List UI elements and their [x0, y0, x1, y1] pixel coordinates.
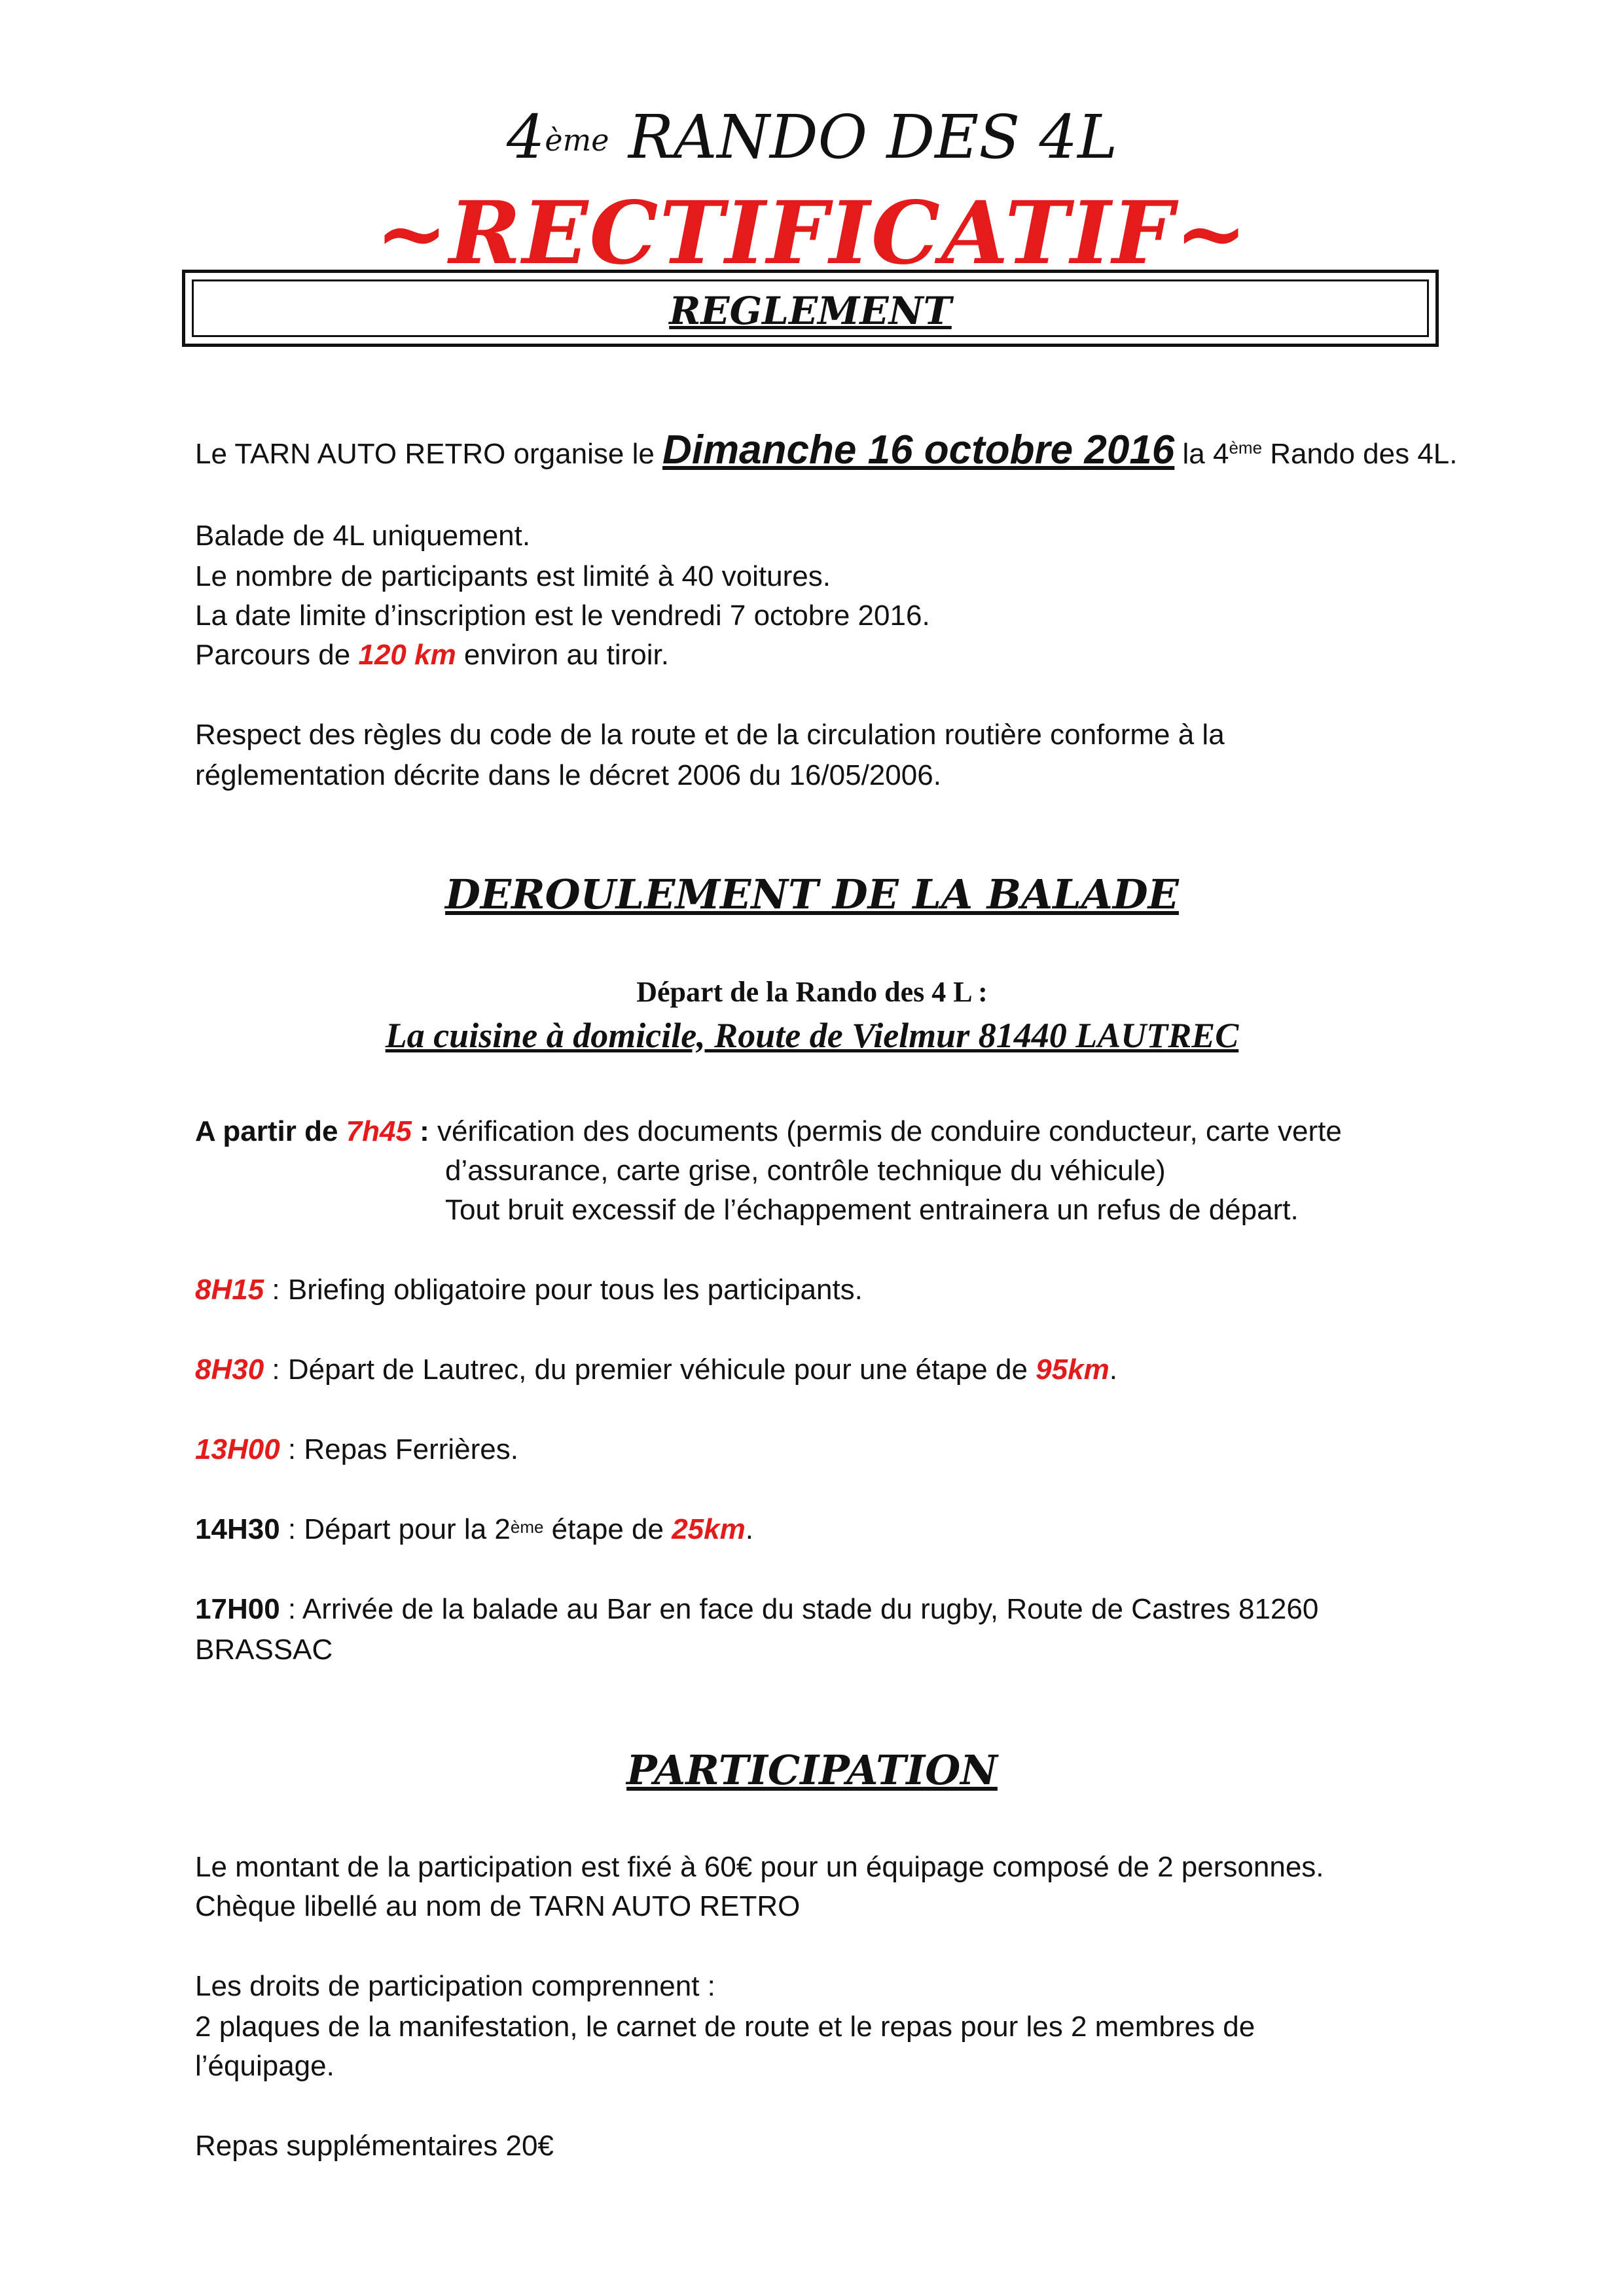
schedule-text: : Repas Ferrières.	[280, 1433, 519, 1465]
reglement-box	[182, 270, 1439, 347]
rules-line-2: réglementation décrite dans le décret 2006 du 16/05/2006.	[195, 759, 941, 791]
participation-heading: PARTICIPATION	[626, 1746, 998, 1794]
intro-text-1: Le TARN AUTO RETRO organise le	[195, 438, 663, 470]
schedule-colon: :	[411, 1115, 429, 1147]
schedule-distance: 95km	[1036, 1354, 1110, 1386]
schedule-time: 14H30	[195, 1513, 280, 1545]
schedule-item-4	[195, 1429, 518, 1470]
schedule-item-1	[195, 1111, 1342, 1152]
depart-label: Départ de la Rando des 4 L :	[636, 976, 988, 1008]
title-text: RANDO DES 4L	[628, 102, 1118, 172]
schedule-item-5	[195, 1509, 753, 1550]
distance-total: 120 km	[358, 639, 456, 671]
schedule-prefix: A partir de	[195, 1115, 346, 1147]
intro-line	[195, 424, 1458, 480]
schedule-item-6	[195, 1589, 1318, 1630]
rules-line-1: Respect des règles du code de la route et de la circulation routière conforme à la	[195, 719, 1225, 751]
deroulement-heading: DEROULEMENT DE LA BALADE	[445, 870, 1179, 918]
schedule-time: 8H30	[195, 1354, 264, 1386]
title-ordinal-sup: ème	[545, 122, 609, 158]
schedule-sup: ème	[510, 1517, 544, 1537]
schedule-item-1-line-2: d’assurance, carte grise, contrôle technique du véhicule)	[445, 1155, 1166, 1187]
schedule-end: .	[745, 1513, 753, 1545]
detail-line-1: Balade de 4L uniquement.	[195, 520, 531, 552]
participation-line-3: Les droits de participation comprennent :	[195, 1970, 715, 2002]
participation-line-2: Chèque libellé au nom de TARN AUTO RETRO	[195, 1890, 801, 1922]
schedule-time: 7h45	[346, 1115, 412, 1147]
schedule-time: 17H00	[195, 1593, 280, 1625]
event-date: Dimanche 16 octobre 2016	[662, 427, 1175, 473]
schedule-end: .	[1109, 1354, 1117, 1386]
schedule-text: : Arrivée de la balade au Bar en face du stade du rugby, Route de Castres 81260	[280, 1593, 1319, 1625]
schedule-text-2: étape de	[543, 1513, 672, 1545]
participation-line-4: 2 plaques de la manifestation, le carnet de route et le repas pour les 2 membres de	[195, 2011, 1255, 2043]
page-title	[0, 98, 1624, 177]
schedule-text: : Briefing obligatoire pour tous les participants.	[264, 1274, 863, 1306]
schedule-time: 8H15	[195, 1274, 264, 1306]
schedule-item-6-line-2: BRASSAC	[195, 1634, 333, 1666]
detail-line-2: Le nombre de participants est limité à 40 voitures.	[195, 560, 831, 592]
intro-sup: ème	[1229, 438, 1263, 457]
rectificatif-title: ~RECTIFICATIF~	[375, 183, 1249, 284]
detail-text-end: environ au tiroir.	[456, 639, 669, 671]
detail-line-4	[195, 635, 669, 675]
schedule-distance: 25km	[672, 1513, 746, 1545]
reglement-heading: REGLEMENT	[669, 289, 952, 333]
schedule-item-3	[195, 1350, 1117, 1390]
intro-text-2: la 4	[1174, 438, 1229, 470]
schedule-time: 13H00	[195, 1433, 280, 1465]
participation-line-1: Le montant de la participation est fixé à 60€ pour un équipage composé de 2 personnes.	[195, 1851, 1324, 1883]
participation-line-5: l’équipage.	[195, 2050, 334, 2082]
schedule-text: vérification des documents (permis de conduire conducteur, carte verte	[429, 1115, 1342, 1147]
detail-text: Parcours de	[195, 639, 359, 671]
schedule-item-2	[195, 1270, 863, 1310]
depart-place: La cuisine à domicile, Route de Vielmur 81440 LAUTREC	[385, 1016, 1239, 1055]
participation-line-6: Repas supplémentaires 20€	[195, 2130, 554, 2162]
detail-line-3: La date limite d’inscription est le vendredi 7 octobre 2016.	[195, 600, 930, 632]
schedule-text: : Départ pour la 2	[280, 1513, 511, 1545]
schedule-item-1-line-3: Tout bruit excessif de l’échappement entrainera un refus de départ.	[445, 1194, 1299, 1226]
title-ordinal: 4	[506, 102, 545, 172]
schedule-text: : Départ de Lautrec, du premier véhicule pour une étape de	[264, 1354, 1036, 1386]
intro-text-3: Rando des 4L.	[1262, 438, 1458, 470]
